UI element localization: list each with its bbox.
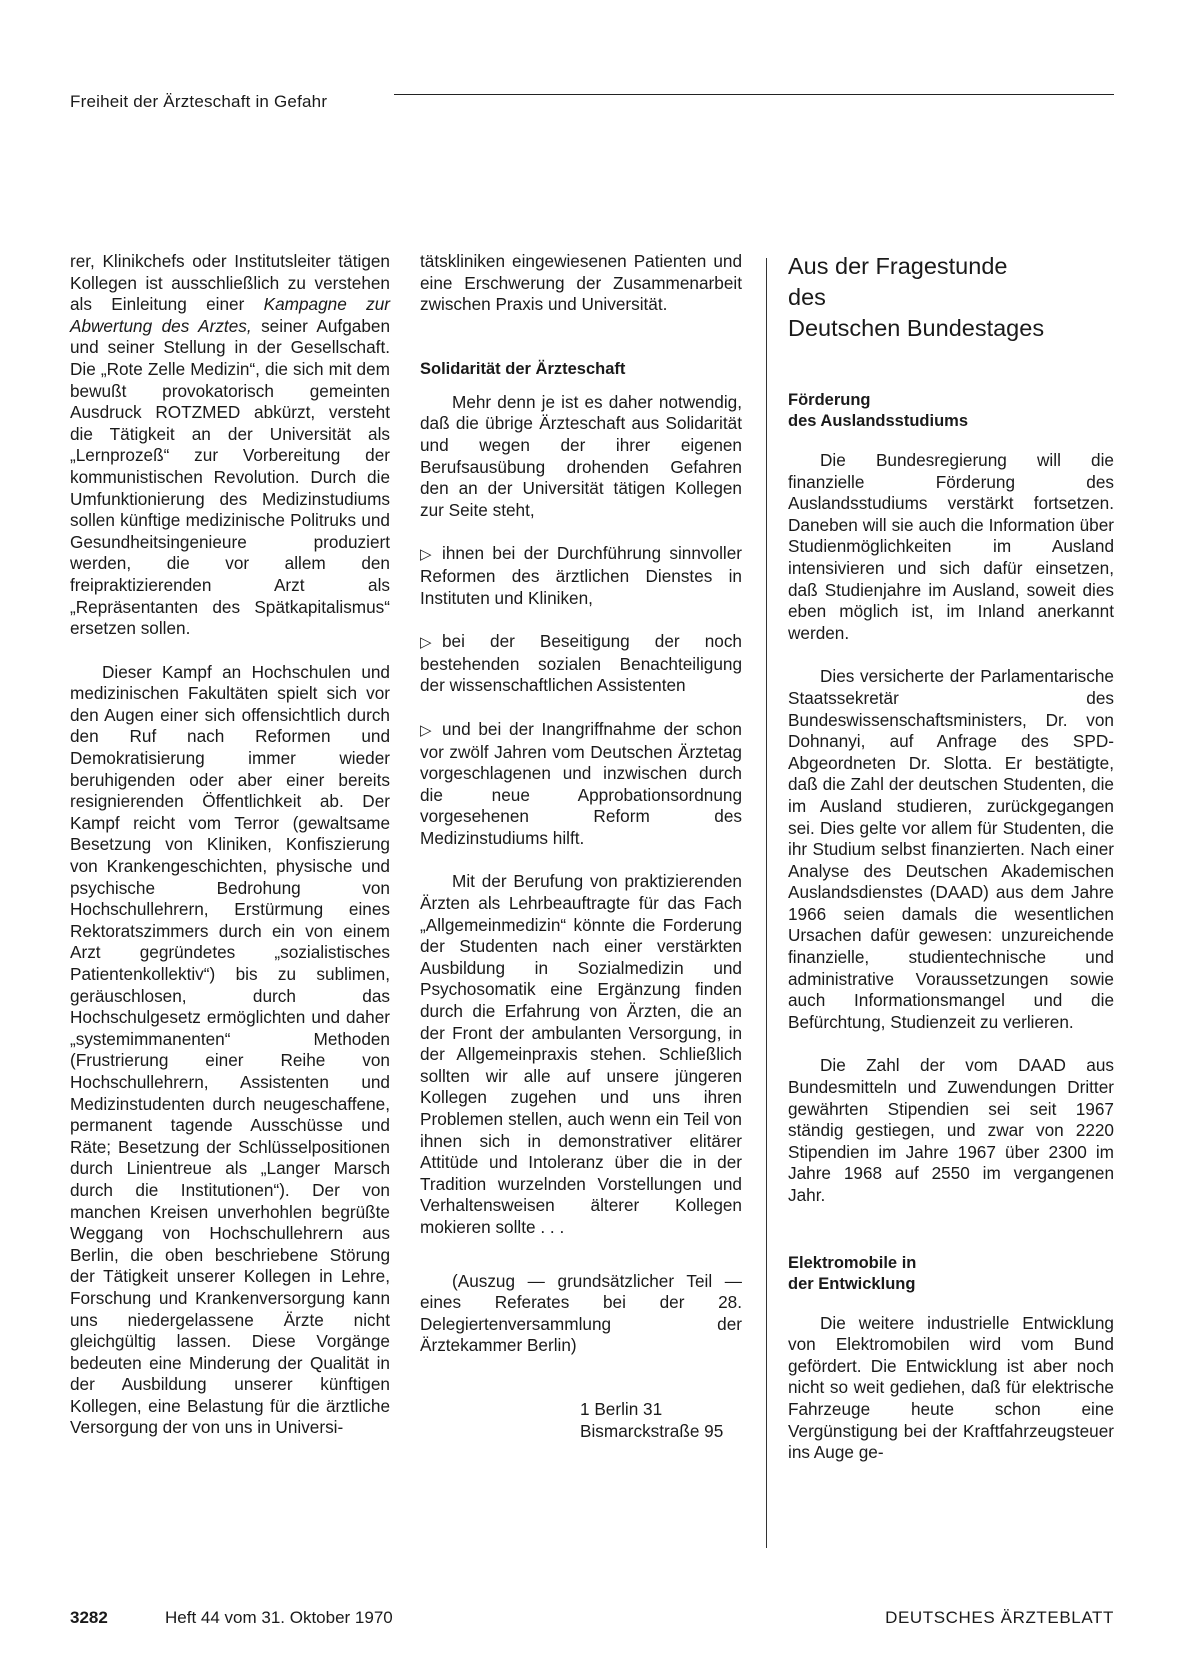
col1-p1-text-b: seiner Aufgaben und seiner Stellung in der Gesellschaft. Die „Rote Zelle Medizin“, die sich mit dem bewußt provokatorisch gemeinten Ausdruck ROTZMED abkürzt, versteht die Tätigkeit an der Universität als „Lernprozeß“ zur Vorbereitung der kommunistischen Revolution. Durch die Umfunktionierung des Medizinstudiums sollen künftige medizinische Politruks und Gesundheitsingenieure produziert werden, die vor allem den freipraktizierenden Arzt als „Repräsentanten des Spätkapitalismus“ ersetzen sollen. xyxy=(70,315,390,639)
col2-bullet-1-text: ihnen bei der Durchführung sinnvoller Reformen des ärztlichen Dienstes in Instituten und Kliniken, xyxy=(420,543,742,608)
subhead-foerderung-line-2: des Auslandsstudiums xyxy=(788,412,969,430)
col3-paragraph-1: Die Bundesregierung will die finanzielle Förderung des Auslandsstudiums verstärkt fortsetzen. Daneben will sie auch die Information über Studienmöglichkeiten im Ausland intensivieren und sich dafür einsetzen, daß Studienjahre im Ausland, soweit dies eben möglich ist, im Inland anerkannt werden. xyxy=(788,450,1114,643)
subhead-foerderung xyxy=(788,390,1114,432)
col2-paragraph-3: Mit der Berufung von praktizierenden Ärzten als Lehrbeauftragte für das Fach „Allgemeinmedizin“ könnte die Forderung der Studenten nach einer verstärkten Ausbildung in Sozialmedizin und Psychosomatik eine Ergänzung finden durch die Erfahrung von Ärzten, die an der Front der ambulanten Versorgung, in der Allgemeinpraxis stehen. Schließlich sollten wir alle auf unsere jüngeren Kollegen zugehen und uns ihren Problemen stellen, auch wenn ein Teil von ihnen sich in demonstrativer elitärer Attitüde und Intoleranz über die in der Tradition wurzelnden Vorstellungen und Verhaltensweisen älterer Kollegen mokieren sollte . . . xyxy=(420,871,742,1237)
triangle-right-icon: ▷ xyxy=(420,546,432,564)
col2-paragraph-4: (Auszug — grundsätzlicher Teil — eines Referates bei der 28. Delegiertenversammlung der Ärztekammer Berlin) xyxy=(420,1270,742,1356)
col1-paragraph-1 xyxy=(70,251,390,640)
section-title-line-3: Deutschen Bundestages xyxy=(788,315,1045,341)
col3-paragraph-2: Dies versicherte der Parlamentarische Staatssekretär des Bundeswissenschaftsministers, Dr. von Dohnanyi, auf Anfrage des SPD-Abgeordneten Dr. Slotta. Er bestätigte, daß die Zahl der deutschen Studenten, die im Ausland studieren, zurückgegangen sei. Dies gelte vor allem für Studenten, die ihr Studium selbst finanzierten. Nach einer Analyse des Deutschen Akademischen Auslandsdienstes (DAAD) aus dem Jahre 1966 seien damals die wesentlichen Ursachen dafür gewesen: unzureichende finanzielle, studientechnische und administrative Voraussetzungen sowie auch Informationsmangel und die Befürchtung, Studienzeit zu verlieren. xyxy=(788,666,1114,1032)
col2-bullet-3-text: und bei der Inangriffnahme der schon vor zwölf Jahren vom Deutschen Ärztetag vorgeschlagenen und inzwischen durch die neue Approbationsordnung vorgesehenen Reform des Medizinstudiums hilft. xyxy=(420,718,742,848)
address-line-2 xyxy=(420,1421,742,1443)
journal-name: DEUTSCHES ÄRZTEBLATT xyxy=(885,1608,1114,1627)
address-street: Bismarckstraße 95 xyxy=(580,1420,724,1441)
address-line-1 xyxy=(420,1399,742,1421)
col3-paragraph-3: Die Zahl der vom DAAD aus Bundesmitteln und Zuwendungen Dritter gewährten Stipendien sei seit 1967 ständig gestiegen, und zwar von 2220 Stipendien im Jahre 1967 über 2300 im Jahre 1968 auf 2550 im vergangenen Jahr. xyxy=(788,1055,1114,1205)
col3-paragraph-4: Die weitere industrielle Entwicklung von Elektromobilen wird vom Bund gefördert. Die Entwicklung ist aber noch nicht so weit gediehen, daß für elektrische Fahrzeuge heute schon eine Vergünstigung bei der Kraftfahrzeugsteuer ins Auge ge- xyxy=(788,1312,1114,1463)
subhead-elektromobile-line-1: Elektromobile in xyxy=(788,1253,917,1272)
running-title: Freiheit der Ärzteschaft in Gefahr xyxy=(70,92,328,111)
address-city: 1 Berlin 31 xyxy=(580,1398,663,1419)
issue-info: Heft 44 vom 31. Oktober 1970 xyxy=(165,1608,393,1627)
col1-p1-text-a: rer, Klinikchefs oder Institutsleiter tätigen Kollegen ist ausschließlich zu verstehen als Einleitung einer xyxy=(70,251,390,315)
col2-paragraph-1: tätskliniken eingewiesenen Patienten und eine Erschwerung der Zusammenarbeit zwischen Praxis und Universität. xyxy=(420,251,742,315)
section-title-line-2: des xyxy=(788,284,826,310)
subhead-foerderung-line-1: Förderung xyxy=(788,391,871,409)
section-title-line-1: Aus der Fragestunde xyxy=(788,253,1008,279)
col2-bullet-2 xyxy=(420,631,742,697)
column-divider xyxy=(766,258,767,1548)
subhead-elektromobile-line-2: der Entwicklung xyxy=(788,1274,916,1293)
header-rule xyxy=(394,94,1114,95)
column-2 xyxy=(420,251,742,1442)
section-title xyxy=(788,251,1114,344)
col2-subhead: Solidarität der Ärzteschaft xyxy=(420,359,626,378)
col1-paragraph-2: Dieser Kampf an Hochschulen und medizinischen Fakultäten spielt sich vor den Augen einer sich offensichtlich durch den Ruf nach Reformen und Demokratisierung immer wieder beruhigenden oder aber einer bereits resignierenden Öffentlichkeit ab. Der Kampf reicht vom Terror (gewaltsame Besetzung von Kliniken, Konfiszierung von Krankengeschichten, physische und psychische Bedrohung von Hochschullehrern, Erstürmung eines Rektoratszimmers durch ein von einem Arzt gegründetes „sozialistisches Patientenkollektiv“) bis zu sublimen, geräuschlosen, durch das Hochschulgesetz ermöglichten und daher „systemimmanenten“ Methoden (Frustrierung einer Reihe von Hochschullehrern, Assistenten und Medizinstudenten durch neugeschaffene, permanent tagende Ausschüsse und Räte; Besetzung der Schlüsselpositionen durch Linientreue als „Langer Marsch durch die Institutionen“). Der von manchen Kreisen unverhohlen begrüßte Weggang von Hochschullehrern aus Berlin, die oben beschriebene Störung der Tätigkeit unserer Kollegen in Lehre, Forschung und Krankenversorgung kann uns niedergelassene Ärzte nicht gleichgültig lassen. Diese Vorgänge bedeuten eine Minderung der Qualität in der Ausbildung unserer künftigen Kollegen, eine Belastung für die ärztliche Versorgung der von uns in Universi- xyxy=(70,661,390,1438)
page-number: 3282 xyxy=(70,1608,108,1627)
col1-p1-italic: Kampagne zur Abwertung des Arztes, xyxy=(70,294,390,336)
col2-bullet-3 xyxy=(420,719,742,850)
col2-bullet-2-text: bei der Beseitigung der noch bestehenden sozialen Benachteiligung der wissenschaftlichen Assistenten xyxy=(420,631,742,696)
subhead-elektromobile xyxy=(788,1253,1114,1295)
column-1 xyxy=(70,251,390,1439)
col2-paragraph-2: Mehr denn je ist es daher notwendig, daß die übrige Ärzteschaft aus Solidarität und wegen der ihrer eigenen Berufsausübung drohenden Gefahren den an der Universität tätigen Kollegen zur Seite steht, xyxy=(420,391,742,520)
triangle-right-icon: ▷ xyxy=(420,634,432,652)
column-3 xyxy=(788,251,1114,1464)
triangle-right-icon: ▷ xyxy=(420,721,432,739)
col2-bullet-1 xyxy=(420,543,742,609)
